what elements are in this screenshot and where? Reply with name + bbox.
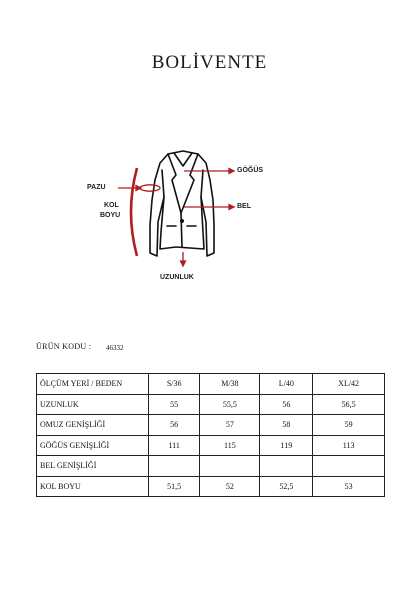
product-code-value: 46332 bbox=[106, 344, 124, 352]
table-cell bbox=[200, 456, 260, 477]
measurement-markers bbox=[118, 168, 234, 266]
table-header-cell: XL/42 bbox=[313, 374, 385, 395]
label-sleeve-length-2: BOYU bbox=[100, 212, 121, 219]
label-chest: GÖĞÜS bbox=[237, 167, 264, 174]
table-cell bbox=[260, 456, 313, 477]
table-cell: 56 bbox=[149, 415, 200, 436]
table-cell: GÖĞÜS GENİŞLİĞİ bbox=[37, 435, 149, 456]
table-cell: 51,5 bbox=[149, 476, 200, 497]
label-length: UZUNLUK bbox=[160, 274, 194, 281]
table-cell: OMUZ GENİŞLİĞİ bbox=[37, 415, 149, 436]
product-code-label: ÜRÜN KODU : bbox=[36, 342, 92, 351]
size-table bbox=[36, 373, 385, 497]
table-row bbox=[37, 415, 385, 436]
table-header-cell: M/38 bbox=[200, 374, 260, 395]
table-cell: 56 bbox=[260, 394, 313, 415]
table-cell bbox=[313, 456, 385, 477]
table-cell: 113 bbox=[313, 435, 385, 456]
table-row bbox=[37, 394, 385, 415]
brand-logo: BOLİVENTE bbox=[151, 52, 268, 73]
table-row bbox=[37, 476, 385, 497]
label-bicep: PAZU bbox=[87, 184, 106, 191]
table-cell: 59 bbox=[313, 415, 385, 436]
label-waist: BEL bbox=[237, 203, 251, 210]
table-cell: 58 bbox=[260, 415, 313, 436]
table-header-cell: S/36 bbox=[149, 374, 200, 395]
table-cell: 57 bbox=[200, 415, 260, 436]
sleeve-length-arc bbox=[131, 168, 137, 256]
table-cell: 53 bbox=[313, 476, 385, 497]
bicep-marker bbox=[140, 185, 160, 191]
table-cell: 55 bbox=[149, 394, 200, 415]
table-cell: 52,5 bbox=[260, 476, 313, 497]
table-cell bbox=[149, 456, 200, 477]
table-cell: 111 bbox=[149, 435, 200, 456]
label-sleeve-length-1: KOL bbox=[104, 202, 119, 209]
table-header-row bbox=[37, 374, 385, 395]
table-row bbox=[37, 456, 385, 477]
table-cell: 52 bbox=[200, 476, 260, 497]
table-cell: KOL BOYU bbox=[37, 476, 149, 497]
table-cell: 55,5 bbox=[200, 394, 260, 415]
table-cell: 119 bbox=[260, 435, 313, 456]
table-cell: UZUNLUK bbox=[37, 394, 149, 415]
product-code bbox=[36, 342, 124, 352]
table-cell: 115 bbox=[200, 435, 260, 456]
table-header-cell: ÖLÇÜM YERİ / BEDEN bbox=[37, 374, 149, 395]
table-header-cell: L/40 bbox=[260, 374, 313, 395]
table-row bbox=[37, 435, 385, 456]
table-cell: 56,5 bbox=[313, 394, 385, 415]
blazer-outline bbox=[150, 151, 214, 256]
table-cell: BEL GENİŞLİĞİ bbox=[37, 456, 149, 477]
